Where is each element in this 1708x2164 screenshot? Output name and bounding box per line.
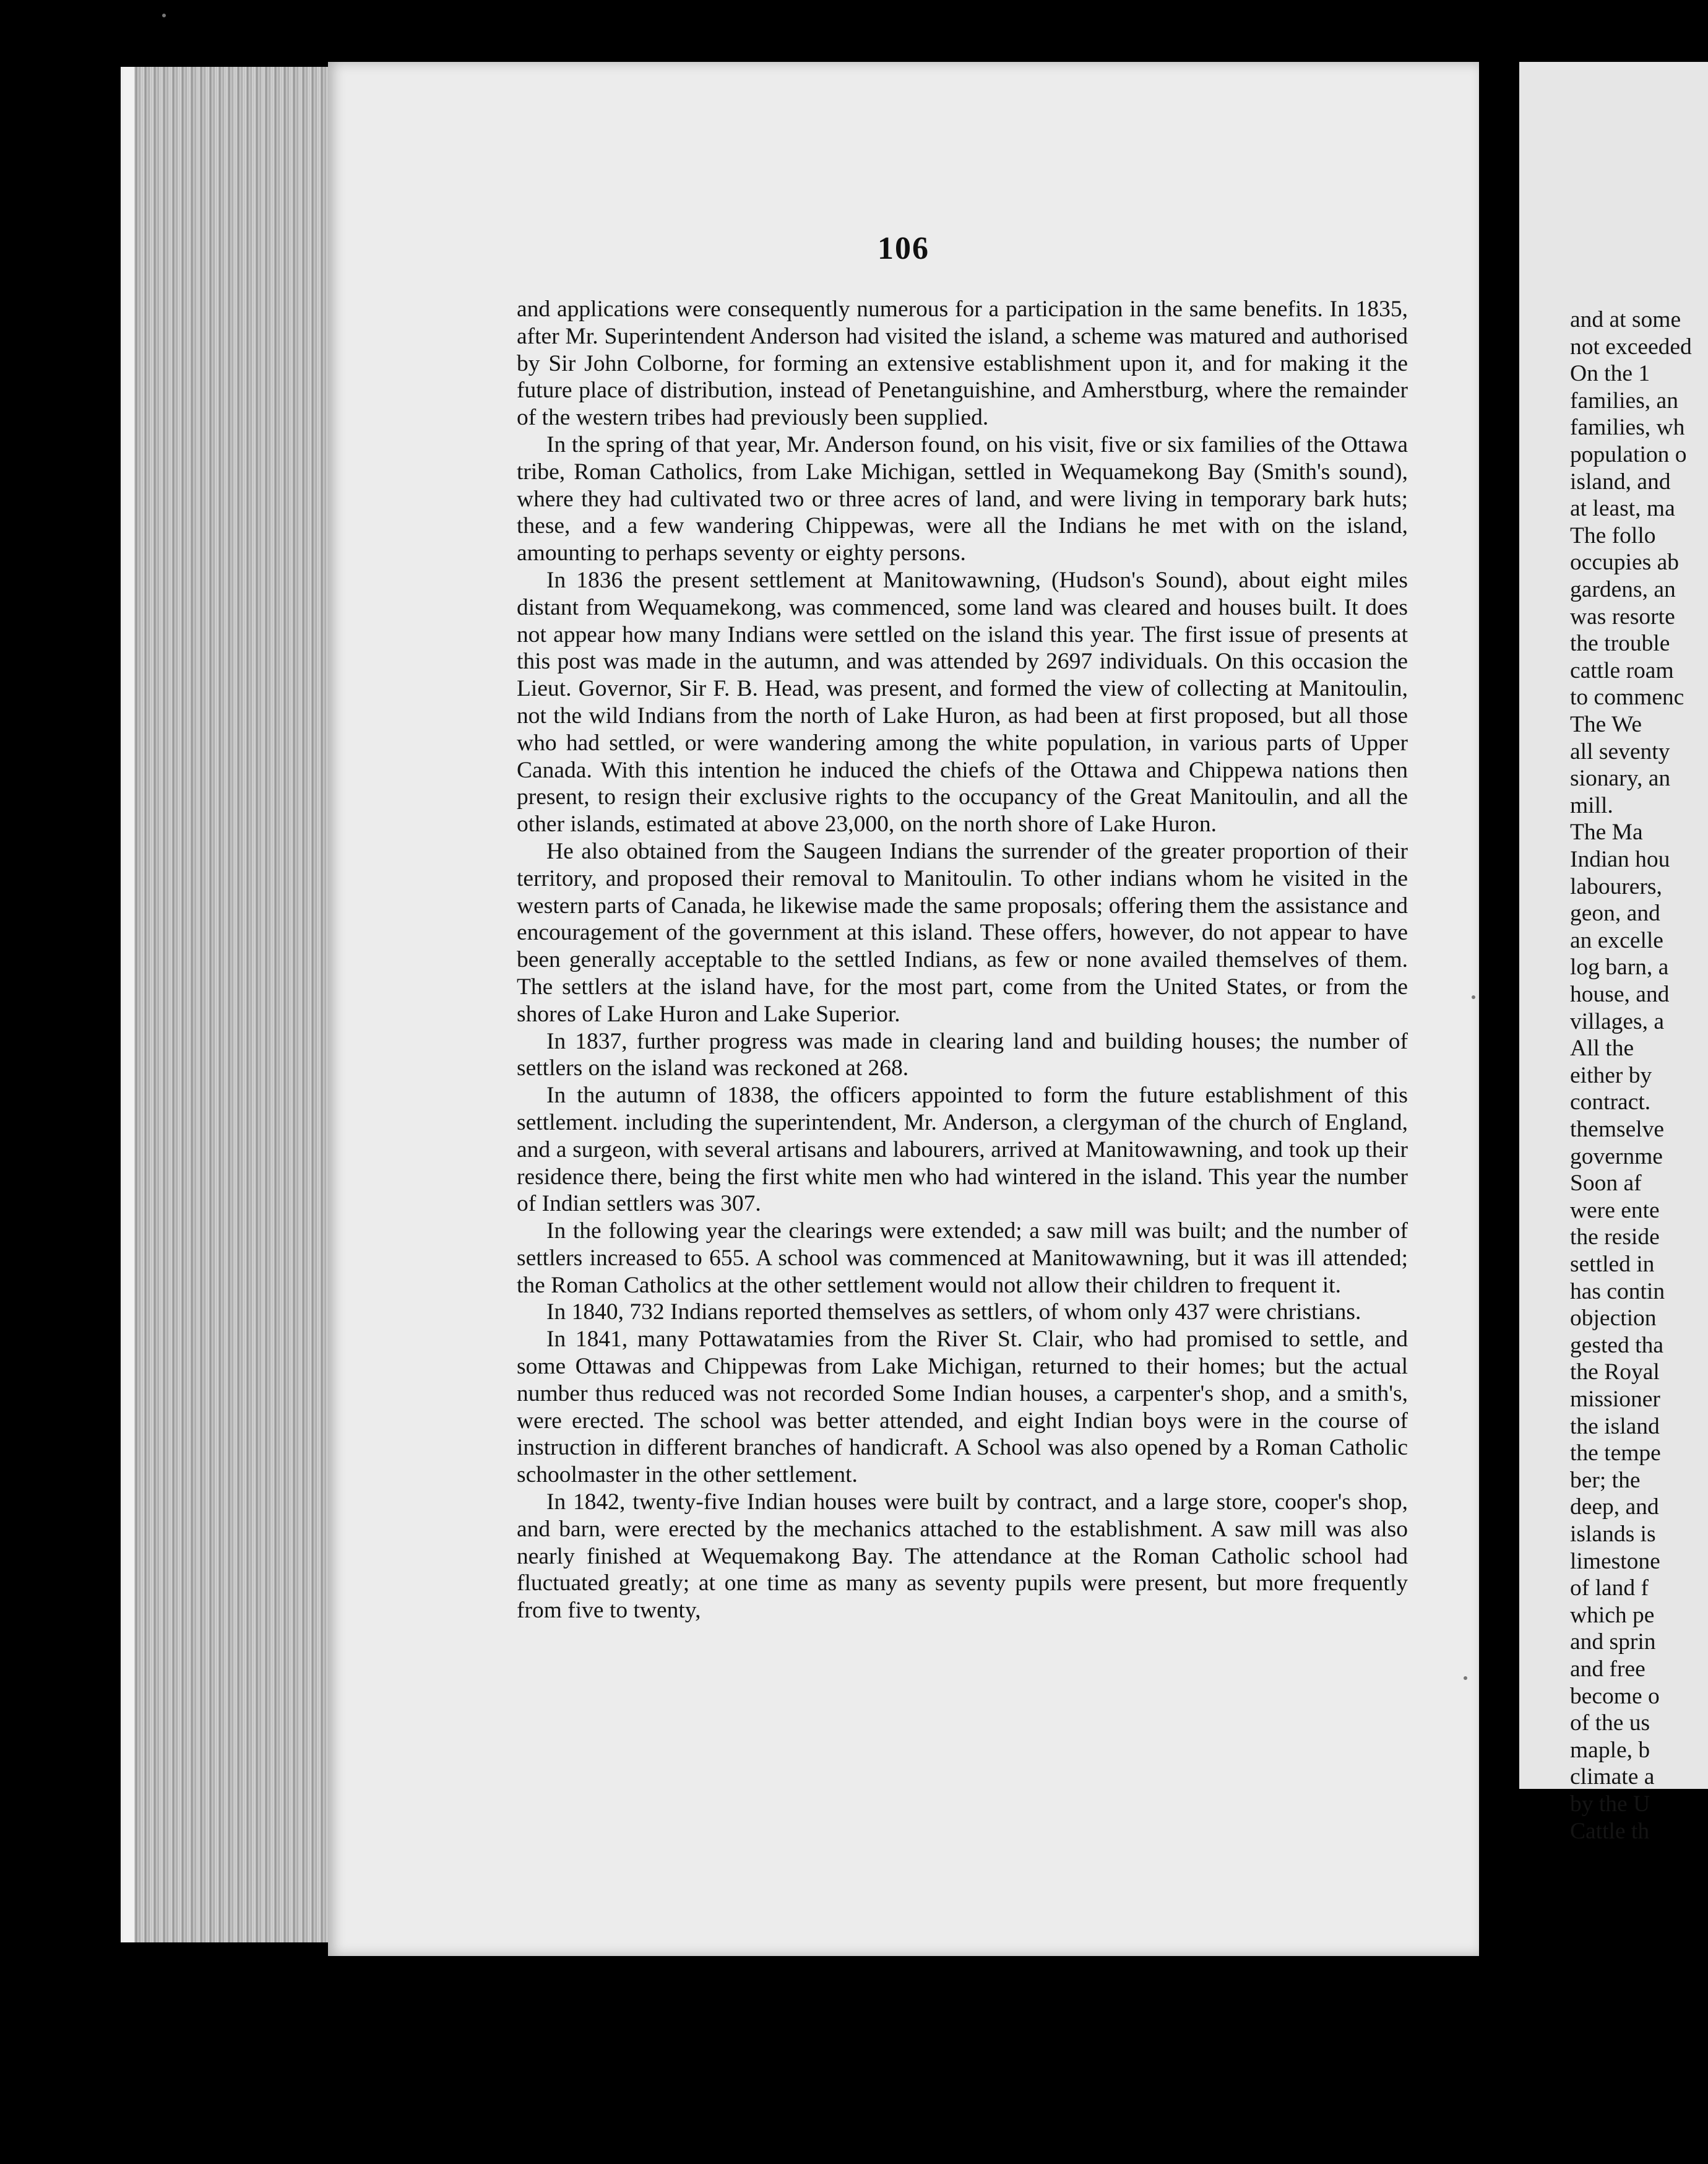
- right-page-line: contract.: [1570, 1089, 1651, 1115]
- right-page-line: an excelle: [1570, 927, 1663, 953]
- right-page-line: the Royal: [1570, 1359, 1660, 1385]
- right-page-line: families, an: [1570, 387, 1678, 413]
- scan-speck: [1472, 995, 1475, 999]
- right-page-line: log barn, a: [1570, 954, 1669, 980]
- right-page-line: All the: [1570, 1036, 1634, 1062]
- right-page-line: mill.: [1570, 792, 1613, 818]
- paragraph: He also obtained from the Saugeen Indians the surrender of the greater proportion of their territory, and proposed their removal to Manitoulin. To other indians whom he visited in the western parts of Canada, he likewise made the same proposals; offering them the assistance and encouragement of the government at this island. These offers, however, do not appear to have been generally acceptable to the settled Indians, as few or none availed themselves of them. The settlers at the island have, for the most part, come from the United States, or from the shores of Lake Huron and Lake Superior.: [517, 838, 1408, 1027]
- right-page-line: either by: [1570, 1062, 1652, 1088]
- right-page-line: all seventy: [1570, 738, 1670, 764]
- right-page-line: villages, a: [1570, 1008, 1665, 1034]
- right-page-line: and free: [1570, 1656, 1645, 1682]
- right-page-line: limestone: [1570, 1548, 1660, 1574]
- right-page-line: the tempe: [1570, 1440, 1661, 1466]
- right-page-line: On the 1: [1570, 361, 1650, 387]
- right-page-line: maple, b: [1570, 1737, 1650, 1763]
- paragraph: In 1840, 732 Indians reported themselves as settlers, of whom only 437 were christians.: [546, 1299, 1361, 1325]
- right-page-line: the island: [1570, 1413, 1660, 1439]
- right-page-line: families, wh: [1570, 415, 1685, 441]
- right-page-line: ber; the: [1570, 1467, 1641, 1493]
- right-page-fragment: [1519, 62, 1708, 1844]
- body-text: [517, 296, 1408, 1624]
- right-page-line: The We: [1570, 712, 1642, 737]
- right-page-line: occupies ab: [1570, 550, 1679, 576]
- right-page-line: not exceeded: [1570, 334, 1692, 360]
- right-page-line: of land f: [1570, 1575, 1649, 1601]
- paragraph: In 1836 the present settlement at Manitowawning, (Hudson's Sound), about eight miles distant from Wequamekong, was commenced, some land was cleared and houses built. It does not appear how many Indians were settled on the island this year. The first issue of presents at this post was made in the autumn, and was attended by 2697 individuals. On this occasion the Lieut. Governor, Sir F. B. Head, was present, and formed the view of collecting at Manitoulin, not the wild Indians from the north of Lake Huron, as had been at first proposed, but all those who had settled, or were wandering among the white population, in various parts of Upper Canada. With this intention he induced the chiefs of the Ottawa and Chippewa nations then present, to resign their exclusive rights to the occupancy of the Great Manitoulin, and all the other islands, estimated at above 23,000, on the north shore of Lake Huron.: [517, 567, 1408, 837]
- right-page-line: objection: [1570, 1305, 1657, 1331]
- right-page-line: climate a: [1570, 1764, 1655, 1790]
- right-page-line: become o: [1570, 1683, 1660, 1709]
- right-page-line: house, and: [1570, 982, 1670, 1007]
- right-page-line: governme: [1570, 1143, 1663, 1169]
- right-page-line: which pe: [1570, 1602, 1655, 1628]
- right-page-line: themselve: [1570, 1117, 1665, 1142]
- right-page-line: island, and: [1570, 469, 1671, 495]
- left-page: [328, 62, 1479, 1956]
- right-page-line: Soon af: [1570, 1171, 1642, 1197]
- scan-speck: [1464, 1676, 1467, 1680]
- right-page-line: Indian hou: [1570, 847, 1670, 872]
- right-page-line: were ente: [1570, 1197, 1660, 1223]
- right-page-line: geon, and: [1570, 901, 1660, 927]
- paragraph: In 1842, twenty-five Indian houses were built by contract, and a large store, cooper's shop, and barn, were erected by the mechanics attached to the establishment. A saw mill was also nearly finished at Wequemakong Bay. The attendance at the Roman Catholic school had fluctuated greatly; at one time as many as seventy pupils were present, but more frequently from five to twenty,: [517, 1489, 1408, 1624]
- right-page-line: at least, ma: [1570, 496, 1675, 522]
- book-page-edges: [121, 67, 337, 1942]
- right-page-line: and sprin: [1570, 1629, 1656, 1655]
- right-page-line: to commenc: [1570, 685, 1684, 711]
- right-page-line: gardens, an: [1570, 577, 1676, 602]
- right-page-line: population o: [1570, 442, 1687, 467]
- right-page-line: missioner: [1570, 1387, 1660, 1412]
- paragraph: and applications were consequently numerous for a participation in the same benefits. In 1835, after Mr. Superintendent Anderson had visited the island, a scheme was matured and authorised by Sir John Colborne, for forming an extensive establishment upon it, and for making it the future place of distribution, instead of Penetanguishine, and Amherstburg, where the remainder of the western tribes had previously been supplied.: [517, 296, 1408, 431]
- paragraph: In the autumn of 1838, the officers appointed to form the future establishment of this settlement. including the superintendent, Mr. Anderson, a clergyman of the church of England, and a surgeon, with several artisans and labourers, arrived at Manitowawning, and took up their residence there, being the first white men who had wintered in the island. This year the number of Indian settlers was 307.: [517, 1083, 1408, 1217]
- scan-speck: [162, 14, 166, 17]
- page-number: 106: [878, 231, 929, 266]
- book-cover-edge: [123, 67, 134, 1942]
- right-page-line: was resorte: [1570, 604, 1675, 630]
- right-page-line: The follo: [1570, 522, 1656, 548]
- right-page-line: labourers,: [1570, 873, 1662, 899]
- right-page-line: gested tha: [1570, 1332, 1663, 1358]
- right-page-line: and at some: [1570, 307, 1681, 332]
- paragraph: In the following year the clearings were extended; a saw mill was built; and the number of settlers increased to 655. A school was commenced at Manitowawning, but it was ill attended; the Roman Catholics at the other settlement would not allow their children to frequent it.: [517, 1218, 1408, 1298]
- right-page-line: cattle roam: [1570, 657, 1674, 683]
- paragraph: In 1837, further progress was made in clearing land and building houses; the number of settlers on the island was reckoned at 268.: [517, 1028, 1408, 1081]
- right-page-line: The Ma: [1570, 820, 1643, 846]
- right-page-line: sionary, an: [1570, 766, 1671, 792]
- right-page-line: deep, and: [1570, 1494, 1659, 1520]
- right-page-line: islands is: [1570, 1521, 1656, 1547]
- right-page-line: of the us: [1570, 1710, 1650, 1736]
- right-page-line: by the U: [1570, 1791, 1650, 1817]
- right-page-line: has contin: [1570, 1278, 1665, 1304]
- right-page-line: settled in: [1570, 1252, 1655, 1277]
- paragraph: In 1841, many Pottawatamies from the River St. Clair, who had promised to settle, and some Ottawas and Chippewas from Lake Michigan, returned to their homes; but the actual number thus reduced was not recorded Some Indian houses, a carpenter's shop, and a smith's, were erected. The school was better attended, and eight Indian boys were in the course of instruction in different branches of handicraft. A School was also opened by a Roman Catholic schoolmaster in the other settlement.: [517, 1327, 1408, 1488]
- right-page-line: the trouble: [1570, 631, 1670, 657]
- right-page-line: the reside: [1570, 1224, 1660, 1250]
- paragraph: In the spring of that year, Mr. Anderson found, on his visit, five or six families of the Ottawa tribe, Roman Catholics, from Lake Michigan, settled in Wequamekong Bay (Smith's sound), where they had cultivated two or three acres of land, and were living in temporary bark huts; these, and a few wandering Chippewas, were all the Indians he met with on the island, amounting to perhaps seventy or eighty persons.: [517, 431, 1408, 566]
- right-page-line: Cattle th: [1570, 1818, 1650, 1844]
